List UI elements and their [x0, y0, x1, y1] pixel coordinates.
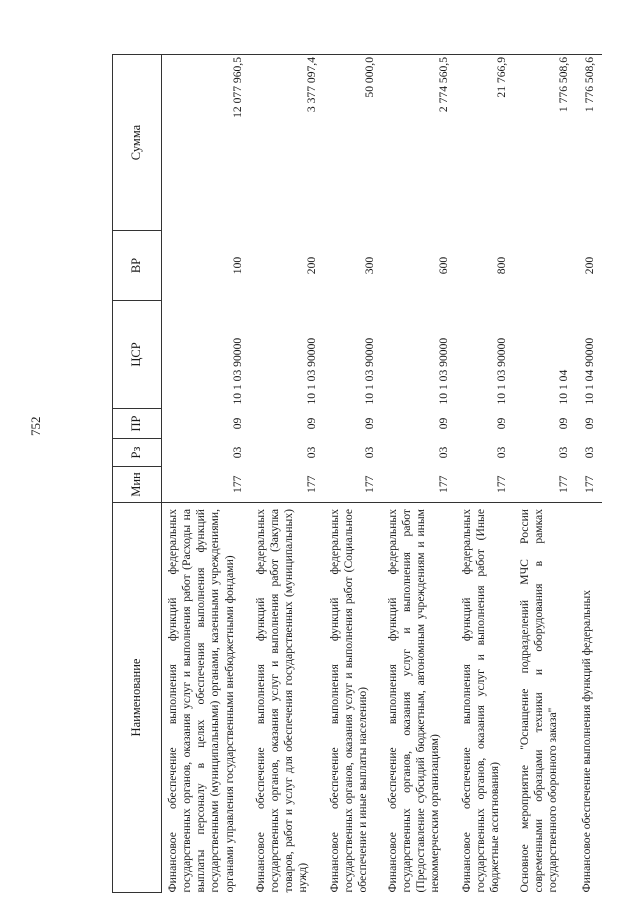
row-sum: 1 776 508,6	[514, 55, 576, 231]
row-vr: 800	[495, 256, 509, 275]
table-row	[382, 55, 456, 893]
row-name: Финансовое обеспечение выполнения функций федеральных государственных органов, оказания услуг и выполнения работ (Иные бюджетные ассигнования)	[459, 509, 501, 893]
table-row	[576, 55, 602, 893]
row-min: 177	[162, 467, 250, 503]
row-csr: 10 1 03 90000	[495, 337, 509, 405]
budget-table-container	[112, 55, 612, 893]
page-number: 752	[28, 416, 43, 436]
table-row	[514, 55, 576, 893]
row-rz: 03	[231, 446, 245, 459]
row-csr: 10 1 03 90000	[437, 337, 451, 405]
row-rz: 03	[305, 446, 319, 459]
header-vr: ВР	[113, 231, 162, 301]
row-pr: 09	[305, 417, 319, 430]
header-name: Наименование	[113, 503, 162, 893]
table-row	[162, 55, 250, 893]
row-name: Финансовое обеспечение выполнения функций федеральных государственных органов, оказания услуг и выполнения работ (Расходы на выплаты персоналу в целях обеспечения выполнения функций государственными (муниципальными) органами, казенными учреждениями, органами управления государственными внебюджетными фондами)	[166, 509, 236, 893]
header-pr: ПР	[113, 409, 162, 439]
row-csr: 10 1 04	[557, 369, 571, 405]
row-rz: 03	[495, 446, 509, 459]
row-pr: 09	[495, 417, 509, 430]
row-vr: 200	[583, 256, 597, 275]
row-sum: 2 774 560,5	[382, 55, 456, 231]
row-rz: 03	[437, 446, 451, 459]
row-min: 177	[456, 467, 514, 503]
table-header-row	[113, 55, 162, 893]
row-min: 177	[514, 467, 576, 503]
row-pr: 09	[437, 417, 451, 430]
row-pr: 09	[557, 417, 571, 430]
row-csr: 10 1 03 90000	[363, 337, 377, 405]
row-sum: 12 077 960,5	[162, 55, 250, 231]
row-sum: 21 766,9	[456, 55, 514, 231]
row-vr: 200	[305, 256, 319, 275]
header-rz: Рз	[113, 439, 162, 467]
row-csr: 10 1 03 90000	[231, 337, 245, 405]
row-name: Финансовое обеспечение выполнения функций федеральных	[579, 589, 593, 893]
budget-table	[112, 54, 602, 893]
row-vr: 300	[363, 256, 377, 275]
header-csr: ЦСР	[113, 301, 162, 409]
table-row	[324, 55, 382, 893]
row-csr: 10 1 03 90000	[305, 337, 319, 405]
table-row	[456, 55, 514, 893]
row-name: Финансовое обеспечение выполнения функций федеральных государственных органов, оказания услуг и выполнения работ (Предоставление субсидий бюджетным, автономным учреждениям и иным некоммерческим организациям)	[385, 509, 441, 893]
row-min: 177	[382, 467, 456, 503]
row-pr: 09	[363, 417, 377, 430]
row-pr: 09	[231, 417, 245, 430]
row-rz: 03	[583, 446, 597, 459]
row-rz: 03	[557, 446, 571, 459]
row-vr	[514, 231, 576, 301]
row-name: Финансовое обеспечение выполнения функций федеральных государственных органов, оказания услуг и выполнения работ (Социальное обеспечение и иные выплаты населению)	[327, 509, 369, 893]
header-min: Мин	[113, 467, 162, 503]
row-min: 177	[250, 467, 324, 503]
row-rz: 03	[363, 446, 377, 459]
row-name: Финансовое обеспечение выполнения функций федеральных государственных органов, оказания услуг и выполнения работ (Закупка товаров, работ и услуг для обеспечения государственных (муниципальных) нужд)	[253, 509, 309, 893]
row-vr: 100	[231, 256, 245, 275]
header-sum: Сумма	[113, 55, 162, 231]
row-csr: 10 1 04 90000	[583, 337, 597, 405]
row-sum: 3 377 097,4	[250, 55, 324, 231]
row-sum: 50 000,0	[324, 55, 382, 231]
row-pr: 09	[583, 417, 597, 430]
row-sum: 1 776 508,6	[576, 55, 602, 231]
row-min: 177	[576, 467, 602, 503]
row-vr: 600	[437, 256, 451, 275]
table-row	[250, 55, 324, 893]
row-min: 177	[324, 467, 382, 503]
row-name: Основное мероприятие "Оснащение подразделений МЧС России современными образцами техники и оборудования в рамках государственного оборонного заказа"	[517, 509, 559, 893]
